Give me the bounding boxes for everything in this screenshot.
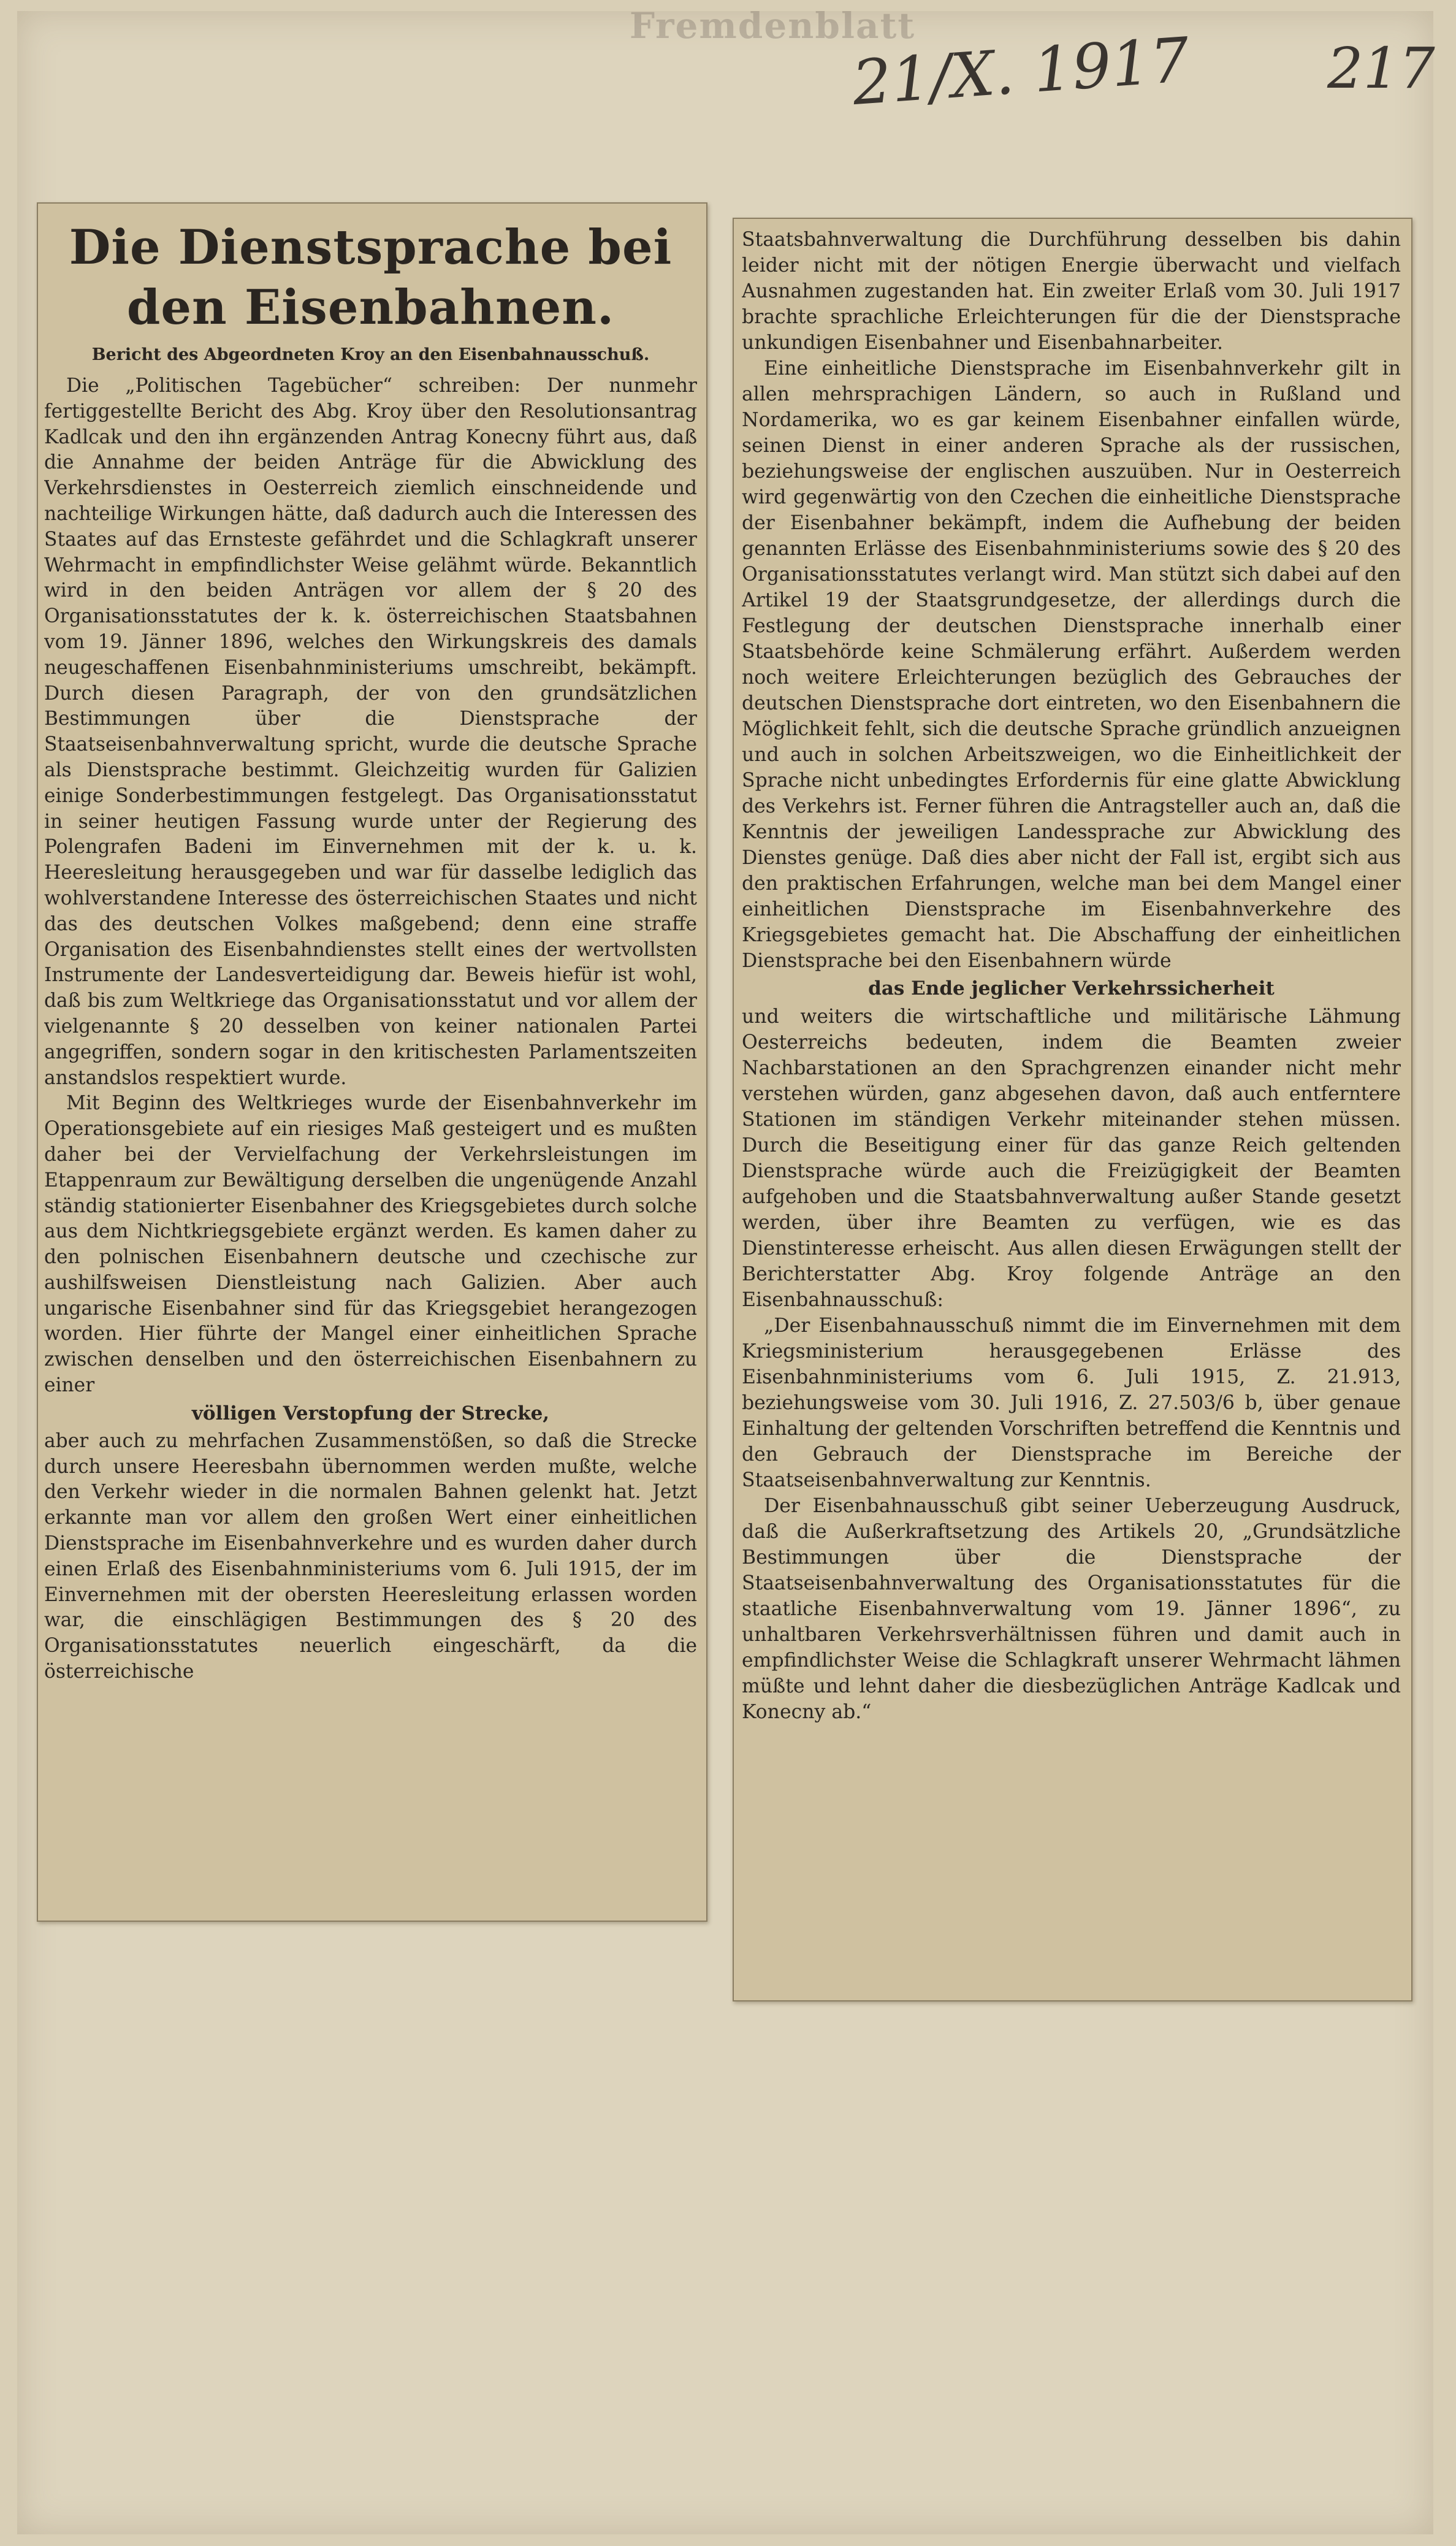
paragraph: und weiters die wirtschaftliche und militärische Lähmung Oesterreichs bedeuten, indem die Beamten zweier Nachbarstationen an den Sprachgrenzen einander nicht mehr verstehen würden, ganz abgesehen davon, daß auch entferntere Stationen im ständigen Verkehr miteinander stehen müssen. Durch die Beseitigung einer für das ganze Reich geltenden Dienstsprache würde auch die Freizügigkeit der Beamten aufgehoben und die Staatsbahnverwaltung außer Stande gesetzt werden, über ihre Beamten zu verfügen, wie es das Dienstinteresse erheischt. Aus allen diesen Erwägungen stellt der Berichterstatter Abg. Kroy folgende Anträge an den Eisenbahnausschuß: (742, 1006, 1401, 1311)
paragraph: Mit Beginn des Weltkrieges wurde der Eisenbahnverkehr im Operationsgebiete auf ein riesiges Maß gesteigert und es mußten daher bei der Vervielfachung der Verkehrsleistungen im Etappenraum zur Bewältigung derselben die ungenügende Anzahl ständig stationierter Eisenbahner des Kriegsgebietes durch solche aus dem Nichtkriegsgebiete ergänzt werden. Es kamen daher zu den polnischen Eisenbahnern deutsche und czechische zur aushilfsweisen Dienstleistung nach Galizien. Aber auch ungarische Eisenbahner sind für das Kriegsgebiet herangezogen worden. Hier führte der Mangel einer einheitlichen Sprache zwischen denselben und den österreichischen Eisenbahnern zu einer (44, 1092, 697, 1397)
article-left-column (44, 212, 697, 1913)
handwritten-page-number: 217 (1327, 36, 1435, 101)
inline-heading: das Ende jeglicher Verkehrssicherheit (868, 977, 1275, 1000)
handwritten-date: 21/X. 1917 (850, 23, 1192, 120)
article-right-column (742, 227, 1401, 1993)
paragraph: aber auch zu mehrfachen Zusammenstößen, so daß die Strecke durch unsere Heeresbahn übernommen werden mußte, welche den Verkehr wieder in die normalen Bahnen gelenkt hat. Jetzt erkannte man vor allem den großen Wert einer einheitlichen Dienstsprache im Eisenbahnverkehre und es wurden daher durch einen Erlaß des Eisenbahnministeriums vom 6. Juli 1915, der im Einvernehmen mit der obersten Heeresleitung erlassen worden war, die einschlägigen Bestimmungen des § 20 des Organisationsstatutes neuerlich eingeschärft, da die österreichische (44, 1429, 697, 1683)
paragraph: Staatsbahnverwaltung die Durchführung desselben bis dahin leider nicht mit der nötigen Energie überwacht und vielfach Ausnahmen zugestanden hat. Ein zweiter Erlaß vom 30. Juli 1917 brachte sprachliche Erleichterungen für die der Dienstsprache unkundigen Eisenbahner und Eisenbahnarbeiter. (742, 229, 1401, 354)
article-subheadline: Bericht des Abgeordneten Kroy an den Eisenbahnausschuß. (91, 345, 650, 364)
paragraph: Die „Politischen Tagebücher“ schreiben: Der nunmehr fertiggestellte Bericht des Abg. Kroy über den Resolutionsantrag Kadlcak und den ihn ergänzenden Antrag Konecny führt aus, daß die Annahme der beiden Anträge für die Abwicklung des Verkehrsdienstes in Oesterreich ziemlich einschneidende und nachteilige Wirkungen hätte, daß dadurch auch die Interessen des Staates auf das Ernsteste gefährdet und die Schlagkraft unserer Wehrmacht in empfindlichster Weise gelähmt würde. Bekanntlich wird in den beiden Anträgen vor allem der § 20 des Organisationsstatutes der k. k. österreichischen Staatsbahnen vom 19. Jänner 1896, welches den Wirkungskreis des damals neugeschaffenen Eisenbahnministeriums umschreibt, bekämpft. Durch diesen Paragraph, der von den grundsätzlichen Bestimmungen über die Dienstsprache der Staatseisenbahnverwaltung spricht, wurde die deutsche Sprache als Dienstsprache bestimmt. Gleichzeitig wurden für Galizien einige Sonderbestimmungen festgelegt. Das Organisationsstatut in seiner heutigen Fassung wurde unter der Regierung des Polengrafen Badeni im Einvernehmen mit der k. u. k. Heeresleitung herausgegeben und war für dasselbe lediglich das wohlverstandene Interesse des österreichischen Staates und nicht das des deutschen Volkes maßgebend; denn eine straffe Organisation des Eisenbahndienstes stellt eines der wertvollsten Instrumente der Landesverteidigung dar. Beweis hiefür ist wohl, daß bis zum Weltkriege das Organisationsstatut und vor allem der vielgenannte § 20 desselben von keiner nationalen Partei angegriffen, sondern sogar in den kritischesten Parlamentszeiten anstandslos respektiert wurde. (44, 375, 697, 1089)
newspaper-stamp: Fremdenblatt (629, 5, 916, 47)
paragraph: Eine einheitliche Dienstsprache im Eisenbahnverkehr gilt in allen mehrsprachigen Ländern, so auch in Rußland und Nordamerika, wo es gar keinem Eisenbahner einfallen würde, seinen Dienst in einer anderen Sprache als der russischen, beziehungsweise der englischen auszuüben. Nur in Oesterreich wird gegenwärtig von den Czechen die einheitliche Dienstsprache der Eisenbahner bekämpft, indem die Aufhebung der beiden genannten Erlässe des Eisenbahnministeriums sowie des § 20 des Organisationsstatutes verlangt wird. Man stützt sich dabei auf den Artikel 19 der Staatsgrundgesetze, der allerdings durch die Festlegung der deutschen Dienstsprache innerhalb einer Staatsbehörde keine Schmälerung erfährt. Außerdem werden noch weitere Erleichterungen bezüglich des Gebrauches der deutschen Dienstsprache dort eintreten, wo den Eisenbahnern die Möglichkeit fehlt, sich die deutsche Sprache gründlich anzueignen und auch in solchen Arbeitszweigen, wo die Einheitlichkeit der Sprache nicht unbedingtes Erfordernis für eine glatte Abwicklung des Verkehrs ist. Ferner führen die Antragsteller auch an, daß die Kenntnis der jeweiligen Landessprache zur Abwicklung des Dienstes genüge. Daß dies aber nicht der Fall ist, ergibt sich aus den praktischen Erfahrungen, welche man bei dem Mangel einer einheitlichen Dienstsprache im Eisenbahnverkehre des Kriegsgebietes gemacht hat. Die Abschaffung der einheitlichen Dienstsprache bei den Eisenbahnern würde (742, 357, 1401, 972)
article-headline: Die Dienstsprache bei den Eisenbahnen. (69, 220, 673, 335)
quoted-motion: „Der Eisenbahnausschuß nimmt die im Einvernehmen mit dem Kriegsministerium herausgegebenen Erlässe des Eisenbahnministeriums vom 6. Juli 1915, Z. 21.913, beziehungsweise vom 30. Juli 1916, Z. 27.503/6 b, über genaue Einhaltung der geltenden Vorschriften betreffend die Kenntnis und den Gebrauch der Dienstsprache im Bereiche der Staatseisenbahnverwaltung zur Kenntnis. (742, 1315, 1401, 1491)
inline-heading: völligen Verstopfung der Strecke, (191, 1402, 550, 1424)
quoted-motion: Der Eisenbahnausschuß gibt seiner Ueberzeugung Ausdruck, daß die Außerkraftsetzung des Artikels 20, „Grundsätzliche Bestimmungen über die Dienstsprache der Staatseisenbahnverwaltung des Organisationsstatutes für die staatliche Eisenbahnverwaltung vom 19. Jänner 1896“, zu unhaltbaren Verkehrsverhältnissen führen und damit auch in empfindlichster Weise die Schlagkraft unserer Wehrmacht lähmen müßte und lehnt daher die diesbezüglichen Anträge Kadlcak und Konecny ab.“ (742, 1495, 1401, 1723)
